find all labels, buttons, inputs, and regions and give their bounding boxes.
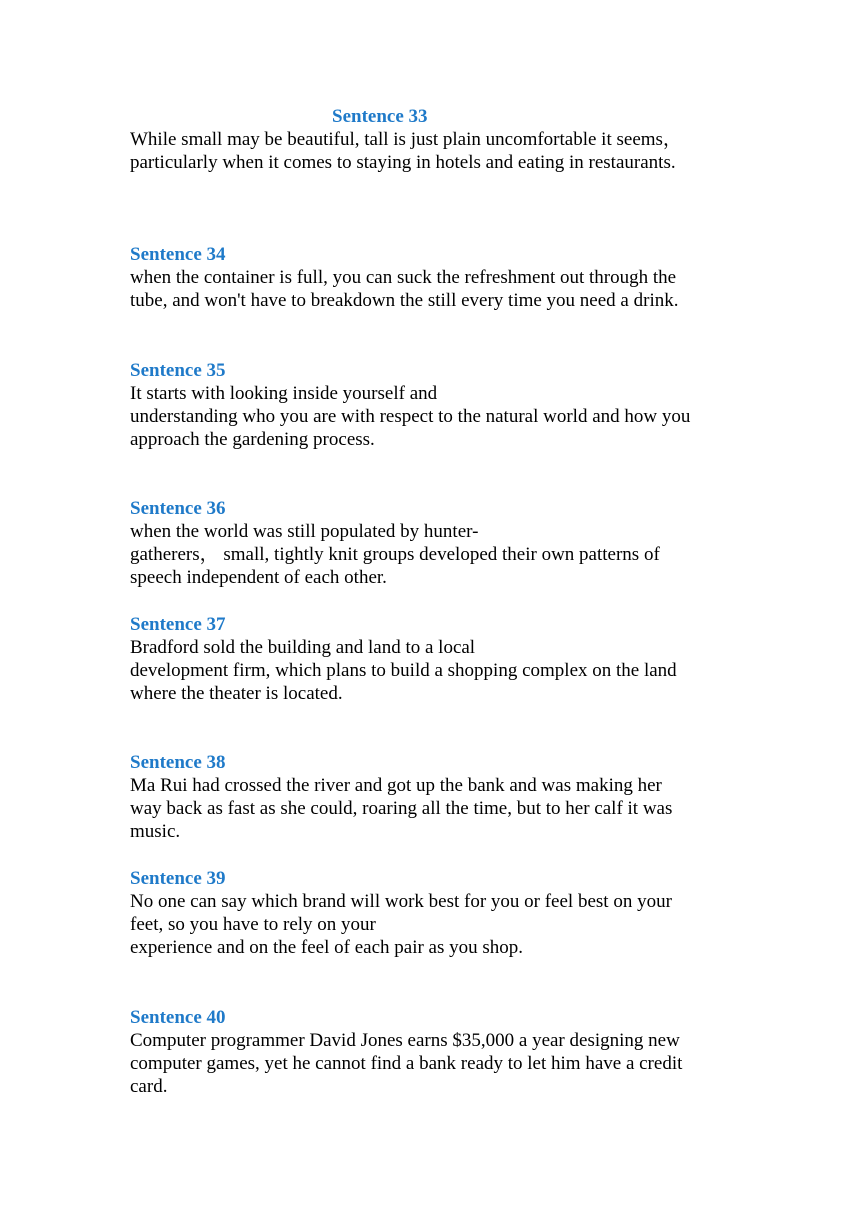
sentence-39-heading: Sentence 39 (130, 868, 226, 889)
sentence-35-block (130, 359, 750, 451)
sentence-39-line-2: feet, so you have to rely on your (130, 914, 376, 935)
sentence-33-line-2: particularly when it comes to staying in hotels and eating in restaurants. (130, 152, 676, 173)
sentence-36-line-2: gatherers， small, tightly knit groups developed their own patterns of (130, 544, 660, 565)
sentence-40-heading: Sentence 40 (130, 1007, 226, 1028)
sentence-40-line-2: computer games, yet he cannot find a bank ready to let him have a credit (130, 1053, 683, 1074)
sentence-34-line-2: tube, and won't have to breakdown the still every time you need a drink. (130, 290, 679, 311)
sentence-34-line-1: when the container is full, you can suck the refreshment out through the (130, 267, 677, 288)
sentence-36-heading: Sentence 36 (130, 498, 226, 519)
sentence-38-line-1: Ma Rui had crossed the river and got up the bank and was making her (130, 775, 662, 796)
sentence-36-line-3: speech independent of each other. (130, 567, 387, 588)
sentence-33-block (130, 105, 750, 174)
sentence-35-line-3: approach the gardening process. (130, 429, 375, 450)
sentence-35-line-2: understanding who you are with respect to the natural world and how you (130, 406, 691, 427)
sentence-37-heading: Sentence 37 (130, 614, 226, 635)
sentence-36-block (130, 497, 750, 589)
sentence-35-heading: Sentence 35 (130, 360, 226, 381)
sentence-37-line-1: Bradford sold the building and land to a local (130, 637, 476, 658)
sentence-39-line-3: experience and on the feel of each pair as you shop. (130, 937, 524, 958)
sentence-38-block (130, 751, 750, 843)
sentence-33-heading: Sentence 33 (332, 106, 428, 127)
sentence-34-block (130, 243, 750, 312)
sentence-38-line-2: way back as fast as she could, roaring all the time, but to her calf it was (130, 798, 673, 819)
sentence-37-line-2: development firm, which plans to build a shopping complex on the land (130, 660, 677, 681)
sentence-40-block (130, 1006, 750, 1098)
sentence-40-line-3: card. (130, 1076, 168, 1097)
sentence-38-heading: Sentence 38 (130, 752, 226, 773)
sentence-40-line-1: Computer programmer David Jones earns $35,000 a year designing new (130, 1030, 680, 1051)
sentence-37-line-3: where the theater is located. (130, 683, 343, 704)
sentence-39-block (130, 867, 750, 959)
sentence-37-block (130, 613, 750, 705)
sentence-39-line-1: No one can say which brand will work best for you or feel best on your (130, 891, 672, 912)
sentence-36-line-1: when the world was still populated by hunter- (130, 521, 479, 542)
sentence-33-line-1: While small may be beautiful, tall is just plain uncomfortable it seems， (130, 129, 682, 150)
sentence-34-heading: Sentence 34 (130, 244, 226, 265)
sentence-38-line-3: music. (130, 821, 181, 842)
sentence-35-line-1: It starts with looking inside yourself and (130, 383, 438, 404)
